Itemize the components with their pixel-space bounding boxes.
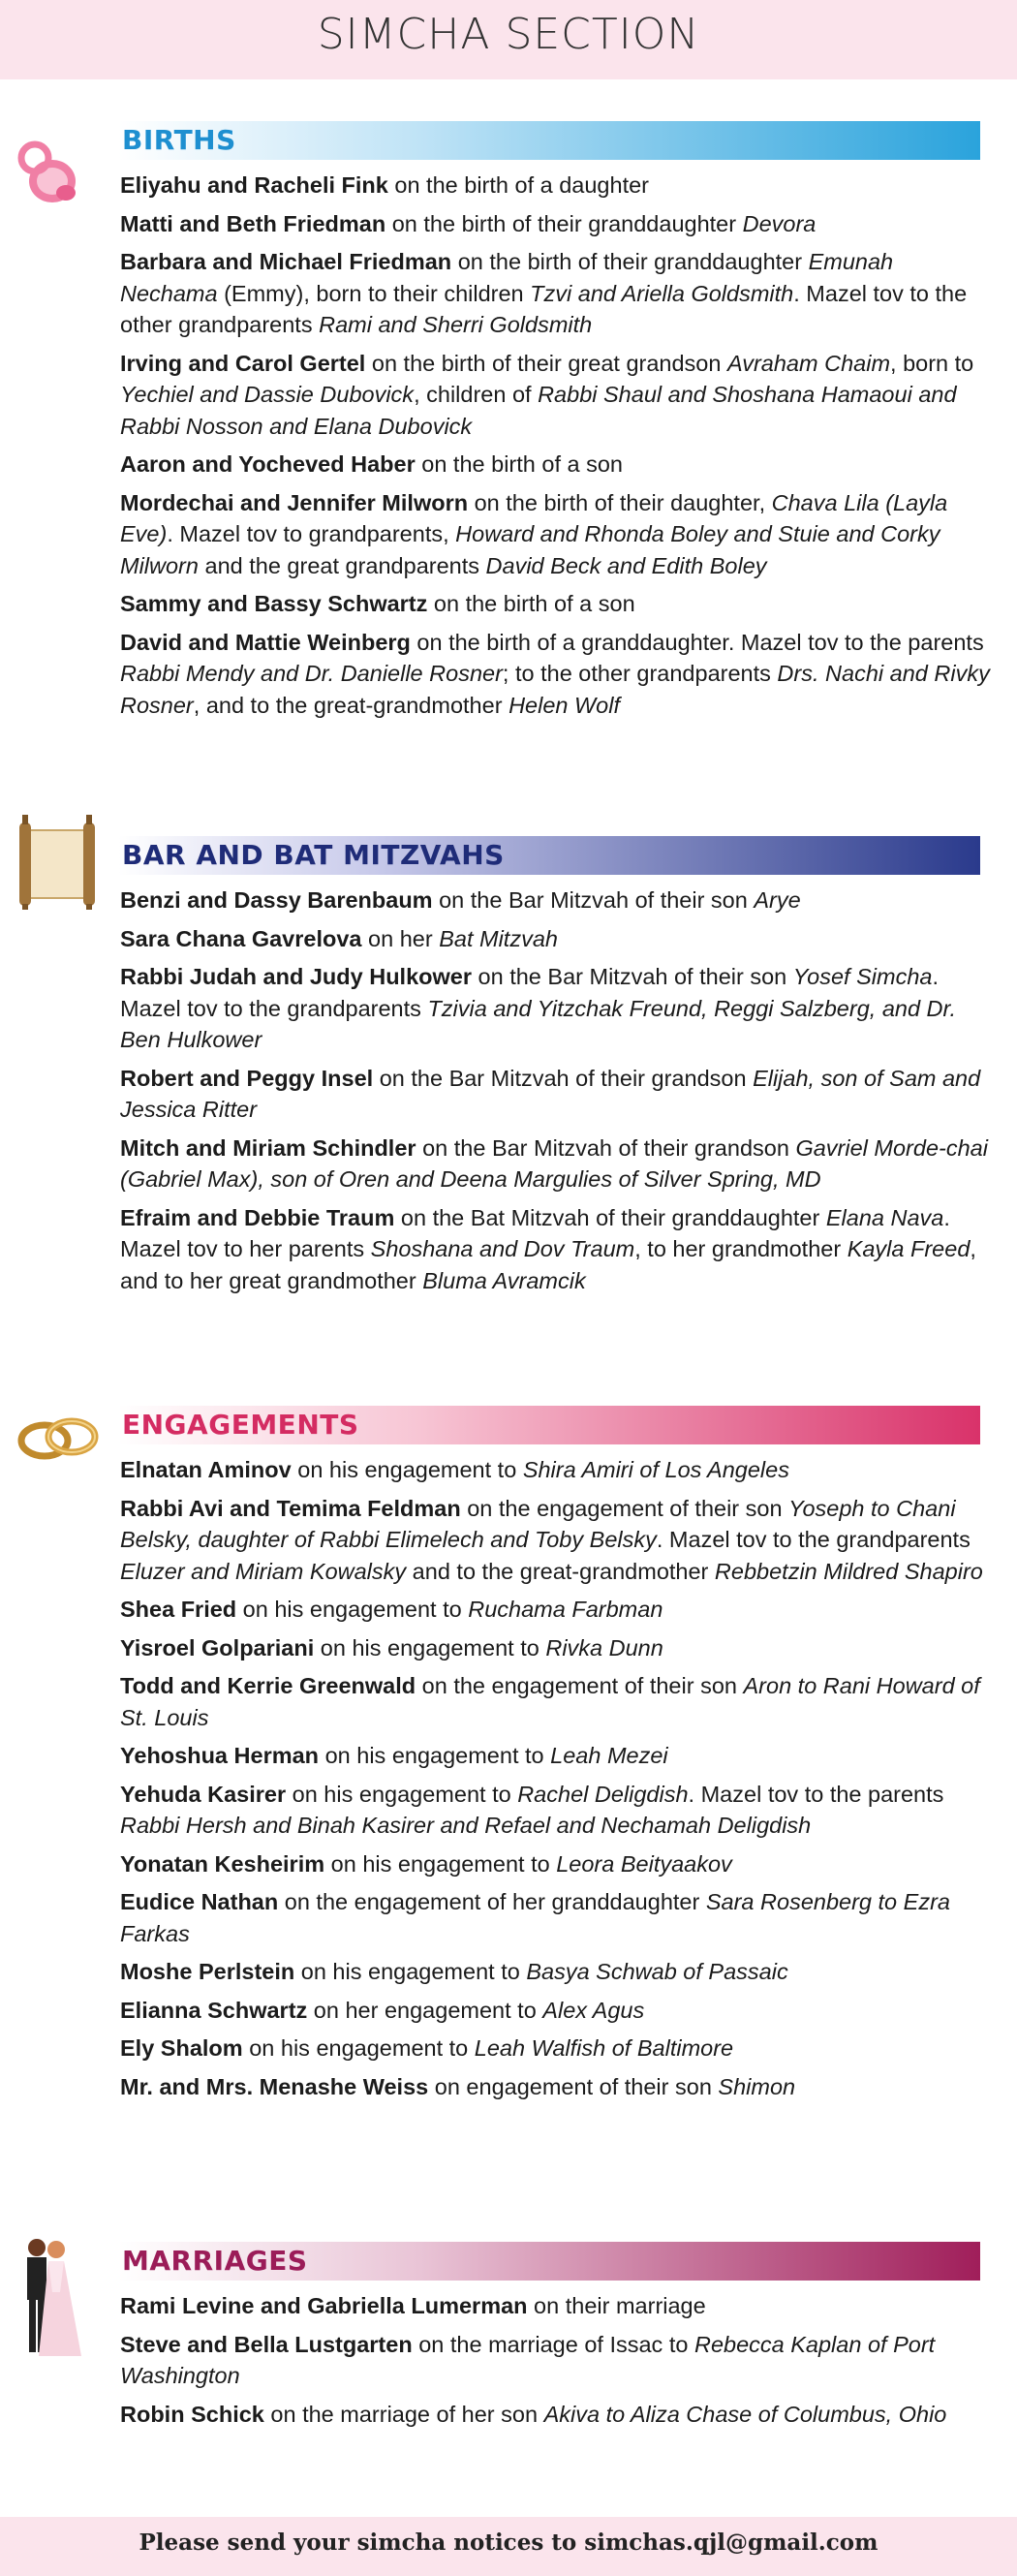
footer-note: Please send your simcha notices to simchas.qjl@gmail.com [139, 2529, 878, 2556]
related-names: Rachel Deligdish [517, 1781, 689, 1807]
mitzvahs-title: BAR AND BAT MITZVAHS [122, 839, 505, 871]
entry-text: (Emmy), born to their children [217, 280, 531, 306]
honoree-name: Robin Schick [120, 2401, 264, 2427]
list-item [120, 1594, 992, 1626]
entry-text: on the birth of their daughter, [468, 489, 772, 515]
entry-text: on the Bar Mitzvah of their grandson [373, 1065, 754, 1091]
related-names: Leah Mezei [550, 1743, 668, 1768]
honoree-name: Yisroel Golpariani [120, 1634, 315, 1660]
entry-text: on the marriage of her son [263, 2401, 544, 2427]
list-item [120, 1670, 992, 1733]
list-item [120, 2399, 992, 2431]
entry-text: on the Bar Mitzvah of their son [472, 964, 793, 989]
entry-text: , and to the great-grandmother [193, 692, 509, 718]
honoree-name: Irving and Carol Gertel [120, 350, 366, 376]
related-names: Sara Rosenberg to Ezra Farkas [120, 1889, 950, 1946]
related-names: Eluzer and Miriam Kowalsky [120, 1558, 407, 1584]
mitzvahs-header [118, 836, 980, 875]
list-item [120, 923, 992, 955]
entry-text: , to her grandmother [634, 1236, 848, 1261]
entry-text: on the birth of a daughter [387, 172, 649, 198]
related-names: Kayla Freed [847, 1236, 971, 1261]
related-names: Arye [754, 887, 801, 913]
bride-groom-icon [14, 2234, 91, 2370]
related-names: Avraham Chaim [726, 350, 891, 376]
honoree-name: Eudice Nathan [120, 1889, 279, 1914]
entry-text: on the birth of their granddaughter [451, 249, 809, 274]
honoree-name: Shea Fried [120, 1597, 237, 1622]
engagements-header [118, 1406, 980, 1444]
related-names: Shimon [718, 2073, 796, 2099]
related-names: Helen Wolf [508, 692, 620, 718]
list-item [120, 1063, 992, 1126]
honoree-name: Steve and Bella Lustgarten [120, 2331, 413, 2357]
related-names: Yoseph to Chani Belsky, daughter of Rabbi Elimelech and Toby Belsky [120, 1495, 956, 1552]
list-item [120, 1956, 992, 1988]
related-names: Chava Lila (Layla Eve) [120, 489, 948, 546]
related-names: Basya Schwab of Passaic [526, 1959, 788, 1984]
related-names: Akiva to Aliza Chase of Columbus, Ohio [543, 2401, 947, 2427]
honoree-name: Aaron and Yocheved Haber [120, 451, 416, 477]
list-item [120, 1493, 992, 1588]
related-names: Rabbi Mendy and Dr. Danielle Rosner [120, 661, 503, 686]
entry-text: on her engagement to [307, 1997, 543, 2023]
list-item [120, 348, 992, 443]
entry-text: , born to [890, 350, 974, 376]
honoree-name: Barbara and Michael Friedman [120, 249, 452, 274]
marriages-entries [120, 2290, 992, 2436]
births-header [118, 121, 980, 160]
honoree-name: Rabbi Judah and Judy Hulkower [120, 964, 472, 989]
list-item [120, 1454, 992, 1486]
related-names: Howard and Rhonda Boley and Stuie and Corky Milworn [120, 521, 940, 578]
page-title: SIMCHA SECTION [317, 10, 700, 59]
related-names: Gavriel Morde-chai (Gabriel Max), son of Oren and Deena Margulies of Silver Spring, MD [120, 1134, 988, 1192]
honoree-name: Rabbi Avi and Temima Feldman [120, 1495, 461, 1521]
entry-text: on their marriage [527, 2293, 706, 2318]
honoree-name: Rami Levine and Gabriella Lumerman [120, 2293, 528, 2318]
entry-text: on the engagement of their son [416, 1673, 744, 1698]
honoree-name: Todd and Kerrie Greenwald [120, 1673, 416, 1698]
list-item [120, 2290, 992, 2322]
entry-text: on his engagement to [236, 1597, 469, 1622]
footer-banner [0, 2517, 1017, 2576]
list-item [120, 487, 992, 582]
entry-text: on her [361, 925, 440, 951]
engagements-title: ENGAGEMENTS [122, 1409, 359, 1441]
honoree-name: Yehuda Kasirer [120, 1781, 287, 1807]
list-item [120, 1848, 992, 1880]
top-banner [0, 0, 1017, 79]
engagements-entries [120, 1454, 992, 2109]
honoree-name: Mr. and Mrs. Menashe Weiss [120, 2073, 429, 2099]
related-names: David Beck and Edith Boley [485, 552, 767, 578]
wedding-rings-icon [14, 1408, 106, 1466]
entry-text: . Mazel tov to the grandparents [656, 1527, 971, 1552]
entry-text: on his engagement to [286, 1781, 518, 1807]
related-names: Emunah Nechama [120, 249, 894, 306]
honoree-name: Benzi and Dassy Barenbaum [120, 887, 433, 913]
pacifier-icon [14, 135, 81, 212]
entry-text: on the marriage of Issac to [412, 2331, 694, 2357]
entry-text: ; to the other grandparents [502, 661, 778, 686]
related-names: Drs. Nachi and Rivky Rosner [120, 661, 990, 718]
related-names: Rami and Sherri Goldsmith [319, 312, 593, 337]
list-item [120, 170, 992, 202]
entry-text: , and to her great grandmother [120, 1236, 976, 1293]
list-item [120, 2071, 992, 2103]
entry-text: on his engagement to [324, 1850, 557, 1877]
entry-text: on the Bar Mitzvah of their grandson [416, 1134, 796, 1161]
entry-text: on engagement of their son [428, 2073, 719, 2099]
honoree-name: Matti and Beth Friedman [120, 210, 386, 236]
related-names: Elana Nava [825, 1204, 944, 1230]
honoree-name: Efraim and Debbie Traum [120, 1204, 395, 1230]
related-names: Aron to Rani Howard of St. Louis [120, 1673, 980, 1730]
list-item [120, 1202, 992, 1297]
related-names: Rabbi Hersh and Binah Kasirer and Refael and Nechamah Deligdish [120, 1813, 812, 1838]
entry-text: on the engagement of their son [460, 1495, 789, 1521]
related-names: Rebbetzin Mildred Shapiro [714, 1558, 983, 1584]
honoree-name: Robert and Peggy Insel [120, 1065, 374, 1091]
related-names: Shira Amiri of Los Angeles [522, 1457, 789, 1482]
marriages-title: MARRIAGES [122, 2245, 308, 2277]
entry-text: and to the great-grandmother [406, 1558, 715, 1584]
list-item [120, 449, 992, 481]
entry-text: . Mazel tov to the grandparents [120, 964, 939, 1021]
related-names: Tzivia and Yitzchak Freund, Reggi Salzberg, and Dr. Ben Hulkower [120, 995, 957, 1052]
related-names: Bluma Avramcik [422, 1267, 586, 1293]
list-item [120, 961, 992, 1056]
related-names: Rabbi Shaul and Shoshana Hamaoui and Rabbi Nosson and Elana Dubovick [120, 382, 957, 439]
honoree-name: Yehoshua Herman [120, 1743, 320, 1768]
entry-text: on the birth of their granddaughter [385, 210, 743, 236]
list-item [120, 208, 992, 240]
entry-text: on his engagement to [242, 2035, 475, 2061]
honoree-name: Eliyahu and Racheli Fink [120, 172, 388, 198]
related-names: Bat Mitzvah [439, 925, 558, 951]
entry-text: , children of [414, 382, 539, 407]
related-names: Yechiel and Dassie Dubovick [120, 382, 415, 407]
list-item [120, 1632, 992, 1664]
entry-text: on the birth of a son [415, 451, 623, 477]
related-names: Tzvi and Ariella Goldsmith [530, 280, 794, 306]
list-item [120, 885, 992, 916]
list-item [120, 2033, 992, 2064]
list-item [120, 1133, 992, 1195]
mitzvahs-entries [120, 885, 992, 1303]
related-names: Rivka Dunn [545, 1634, 663, 1660]
related-names: Elijah, son of Sam and Jessica Ritter [120, 1065, 981, 1122]
list-item [120, 1886, 992, 1949]
related-names: Shoshana and Dov Traum [370, 1236, 635, 1261]
list-item [120, 246, 992, 341]
related-names: Ruchama Farbman [468, 1597, 663, 1622]
list-item [120, 1740, 992, 1772]
entry-text: on his engagement to [294, 1959, 527, 1984]
entry-text: on the Bat Mitzvah of their granddaughter [394, 1204, 826, 1230]
related-names: Rebecca Kaplan of Port Washington [120, 2331, 936, 2388]
honoree-name: Mitch and Miriam Schindler [120, 1134, 416, 1161]
entry-text: on his engagement to [314, 1634, 546, 1660]
related-names: Leah Walfish of Baltimore [474, 2035, 734, 2061]
list-item [120, 1995, 992, 2027]
honoree-name: Yonatan Kesheirim [120, 1850, 325, 1877]
entry-text: on the birth of a son [427, 591, 635, 616]
entry-text: . Mazel tov to the other grandparents [120, 280, 968, 337]
list-item [120, 2329, 992, 2392]
births-title: BIRTHS [122, 124, 236, 156]
entry-text: . Mazel tov to grandparents, [167, 521, 456, 546]
entry-text: on the birth of a granddaughter. Mazel tov to the parents [410, 629, 984, 655]
honoree-name: Sammy and Bassy Schwartz [120, 591, 428, 616]
entry-text: on his engagement to [291, 1457, 523, 1482]
honoree-name: Elianna Schwartz [120, 1997, 308, 2023]
list-item [120, 1779, 992, 1842]
entry-text: . Mazel tov to the parents [688, 1781, 944, 1807]
marriages-header [118, 2242, 980, 2281]
entry-text: on the Bar Mitzvah of their son [432, 887, 755, 913]
list-item [120, 588, 992, 620]
torah-scroll-icon [14, 813, 101, 910]
related-names: Devora [742, 210, 817, 236]
related-names: Alex Agus [542, 1997, 645, 2023]
honoree-name: Moshe Perlstein [120, 1959, 295, 1984]
honoree-name: Ely Shalom [120, 2035, 243, 2061]
entry-text: on his engagement to [319, 1743, 551, 1768]
honoree-name: David and Mattie Weinberg [120, 629, 411, 655]
entry-text: and the great grandparents [198, 552, 486, 578]
related-names: Leora Beityaakov [556, 1850, 732, 1877]
births-entries [120, 170, 992, 728]
honoree-name: Elnatan Aminov [120, 1457, 292, 1482]
honoree-name: Mordechai and Jennifer Milworn [120, 489, 469, 515]
entry-text: . Mazel tov to her parents [120, 1204, 950, 1261]
related-names: Yosef Simcha [792, 964, 933, 989]
entry-text: on the engagement of her granddaughter [278, 1889, 706, 1914]
list-item [120, 627, 992, 722]
entry-text: on the birth of their great grandson [365, 350, 727, 376]
honoree-name: Sara Chana Gavrelova [120, 925, 362, 951]
